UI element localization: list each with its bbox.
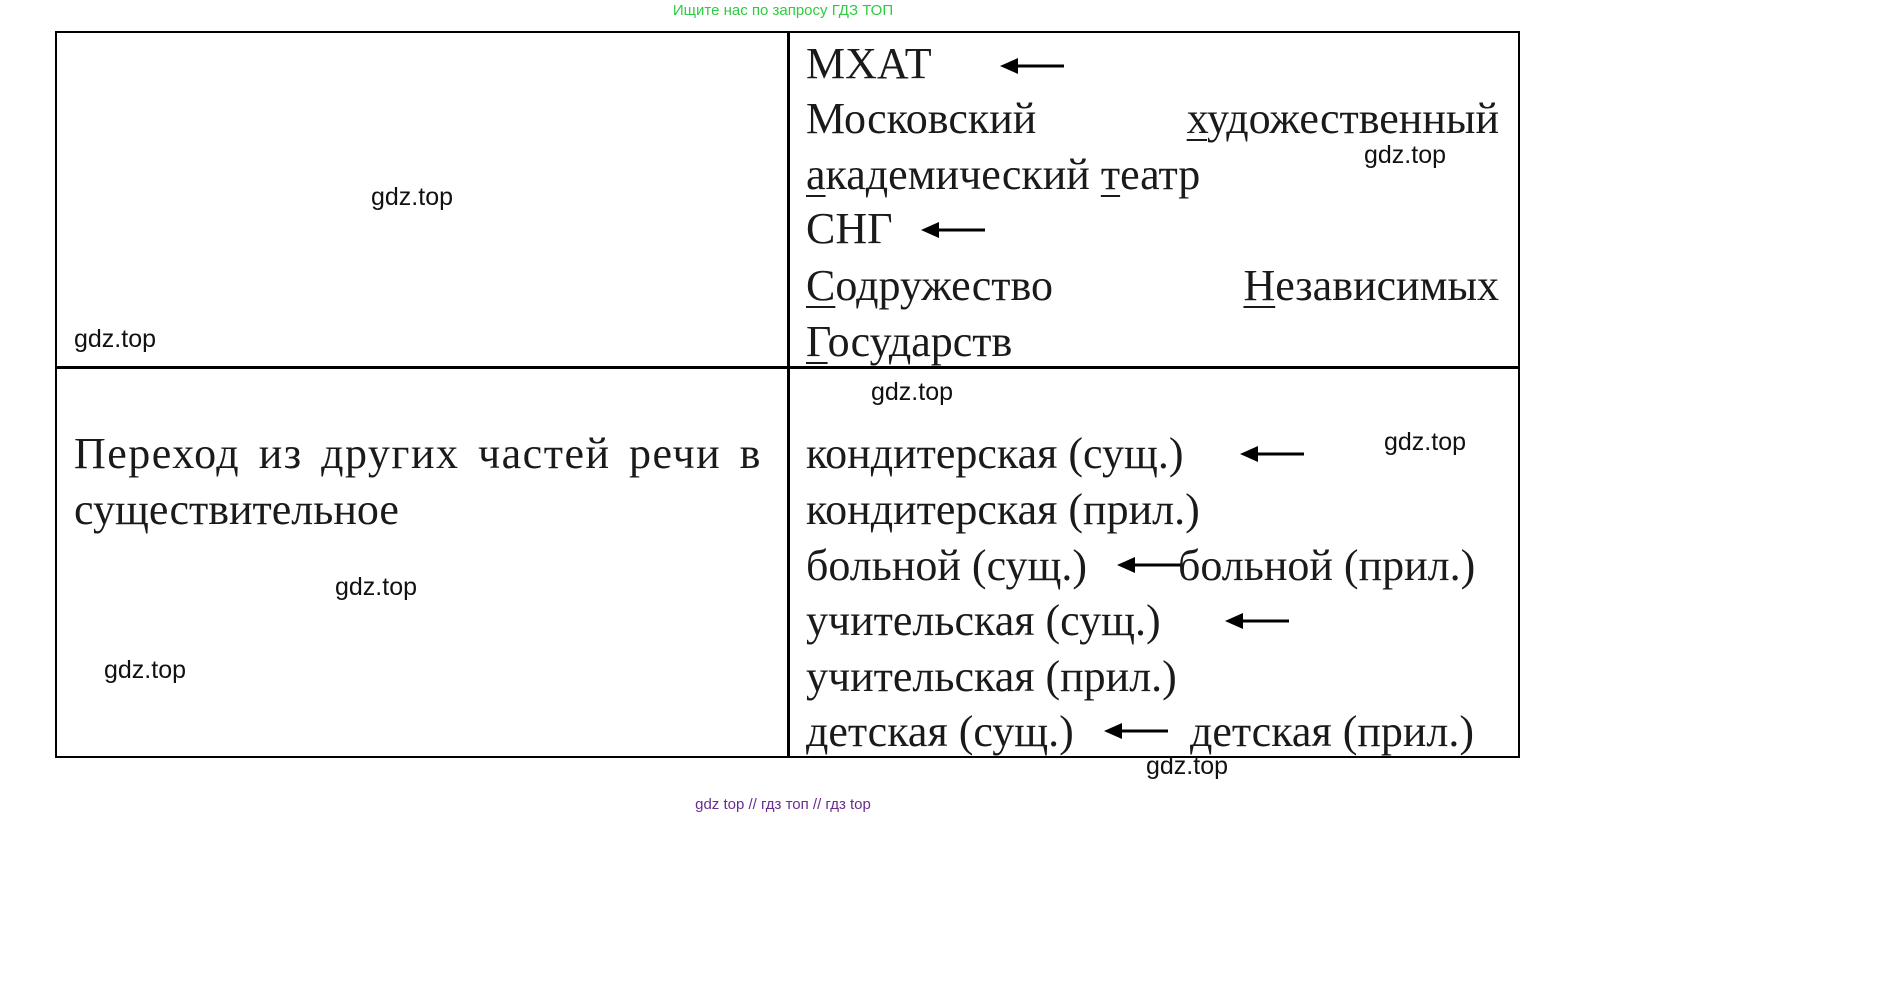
row-divider [55,366,1520,369]
sng-expansion-line-1 [806,258,1499,314]
arrow-left-icon [1225,611,1291,631]
sng-expansion-line-2 [806,314,1012,370]
arrow-left-icon [1000,56,1066,76]
watermark: gdz.top [371,183,454,211]
arrow-left-icon [1240,444,1306,464]
watermark: gdz.top [1364,141,1447,169]
arrow-left-icon [1117,555,1183,575]
watermark: gdz.top [1146,752,1229,780]
column-divider [787,31,790,758]
word-rest: удожественный [1207,94,1499,143]
example-line-2: кондитерская (прил.) [806,485,1200,534]
mhat-expansion-line-1 [806,91,1499,147]
example-line-6b: детская (прил.) [1190,707,1475,756]
underlined-letter: х [1186,94,1208,143]
watermark: gdz.top [335,573,418,601]
word-sodruzhestvo [806,258,1053,314]
watermark: gdz.top [104,656,187,684]
example-line-1: кондитерская (сущ.) [806,429,1184,478]
left-cell-text-1: Переход из других частей речи в [74,429,762,478]
word-rest: кадемический [825,150,1101,199]
arrow-left-icon [921,220,987,240]
underlined-letter: Г [806,317,828,366]
word-rest: еатр [1120,150,1201,199]
left-cell-line-1 [74,426,767,482]
watermark: gdz.top [871,378,954,406]
word-moskovsky: Московский [806,94,1037,143]
footer-links[interactable]: gdz top // гдз топ // гдз top [695,796,871,813]
underlined-letter: т [1100,150,1121,199]
word-khudozhestvenny [1187,91,1499,147]
top-banner: Ищите нас по запросу ГДЗ ТОП [672,2,894,19]
underlined-letter: Н [1243,261,1276,310]
mhat-expansion-line-2 [806,147,1200,203]
abbr-sng: СНГ [806,204,893,253]
example-line-6a: детская (сущ.) [806,707,1074,756]
left-cell-line-2: существительное [74,485,399,534]
example-line-5: учительская (прил.) [806,652,1177,701]
underlined-letter: С [806,261,836,310]
underlined-letter: а [806,150,826,199]
example-line-4: учительская (сущ.) [806,596,1161,645]
watermark: gdz.top [74,325,157,353]
example-line-3a: больной (сущ.) [806,541,1088,590]
arrow-left-icon [1104,721,1170,741]
word-nezavisimykh [1243,258,1499,314]
example-line-3b: больной (прил.) [1178,541,1476,590]
word-rest: осударств [827,317,1013,366]
word-rest: одружество [835,261,1053,310]
watermark: gdz.top [1384,428,1467,456]
word-rest: езависимых [1275,261,1499,310]
abbr-mhat: МХАТ [806,39,932,88]
